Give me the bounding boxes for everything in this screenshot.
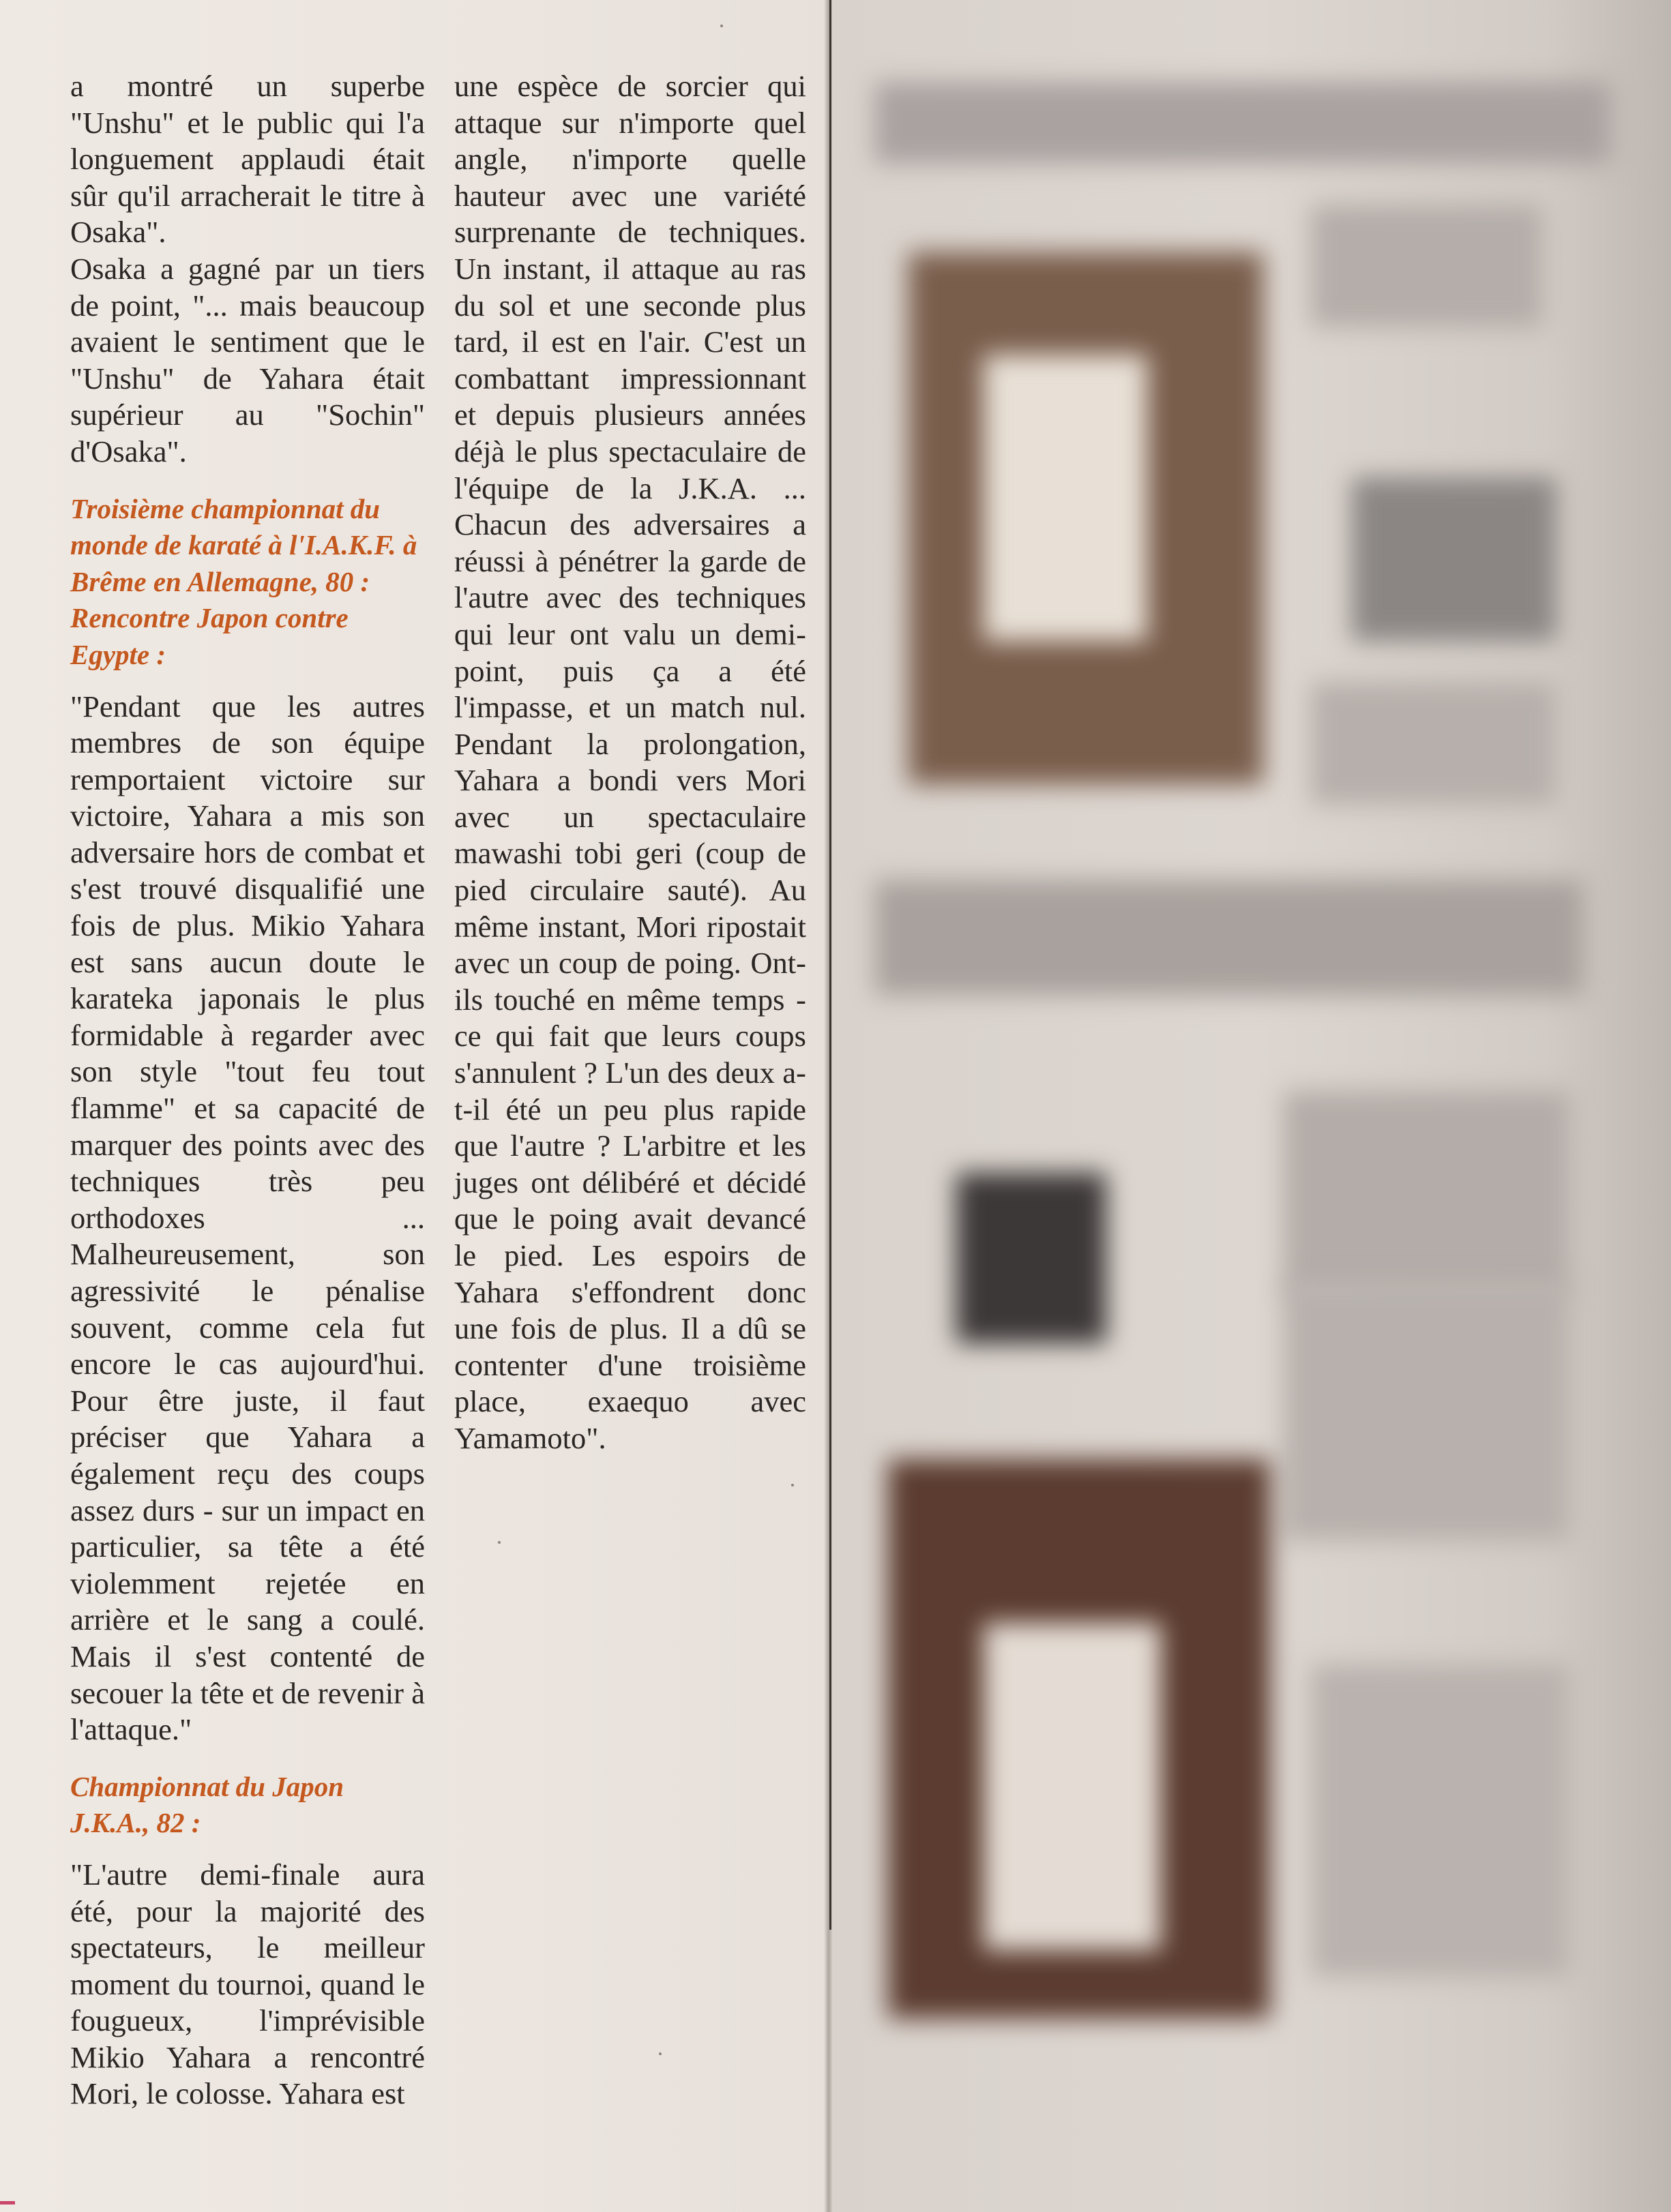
paper-speck (791, 1484, 794, 1486)
article-page (0, 0, 829, 2212)
right-text-column (454, 0, 806, 1457)
paper-speck (498, 1541, 501, 1544)
blurred-photo-highlight (984, 1623, 1161, 1950)
blurred-text-band (874, 880, 1584, 996)
paragraph-continuation: une espèce de sorcier qui attaque sur n'importe quel angle, n'importe quelle hauteur avec une variété surprenante de techniques. Un instant, il attaque au ras du sol et une seconde plus tard, il est en l'air. C'est un combattant impressionnant et depuis plusieurs années déjà le plus spectaculaire de l'équipe de la J.K.A. ... Chacun des adversaires a réussi à pénétrer la garde de l'autre avec des techniques qui leur ont valu un demi-point, puis ça a été l'impasse, et un match nul. Pendant la prolongation, Yahara a bondi vers Mori avec un spectaculaire mawashi tobi geri (coup de pied circulaire sauté). Au même instant, Mori ripostait avec un coup de poing. Ont-ils touché en même temps - ce qui fait que leurs coups s'annulent ? L'un des deux a-t-il été un peu plus rapide que l'autre ? L'arbitre et les juges ont délibéré et décidé que le poing avait devancé le pied. Les espoirs de Yahara s'effondrent donc une fois de plus. Il a dû se contenter d'une troisième place, exaequo avec Yamamoto". (454, 69, 806, 1455)
section-heading-japon: Championnat du Japon J.K.A., 82 : (70, 1770, 344, 1839)
page-fold-shadow (824, 0, 833, 2212)
left-text-column (70, 0, 425, 2112)
blurred-facing-page (833, 0, 1671, 2212)
blurred-text-block (1284, 1282, 1570, 1541)
edge-color-mark (0, 2201, 15, 2204)
blurred-text-block (1311, 1664, 1570, 1977)
blurred-small-photo (956, 1173, 1106, 1343)
paper-speck (720, 25, 723, 27)
paragraph-intro: a montré un superbe "Unshu" et le public qui l'a longuement applaudi était sûr qu'il arracherait le titre à Osaka". (70, 69, 425, 250)
blurred-text-block (1311, 205, 1543, 327)
blurred-photo-highlight (984, 355, 1147, 641)
section-heading-breme: Troisième championnat du monde de karaté à l'I.A.K.F. à Brême en Allemagne, 80 : Rencontre Japon contre Egypte : (70, 492, 417, 670)
paragraph-osaka: Osaka a gagné par un tiers de point, "... mais beaucoup avaient le sentiment que le "Unshu" de Yahara était supérieur au "Sochin" d'Osaka". (70, 251, 425, 468)
blurred-portrait (1352, 477, 1556, 641)
blurred-text-block (1311, 682, 1556, 805)
paper-speck (659, 2052, 662, 2055)
paragraph-breme-quote: "Pendant que les autres membres de son équipe remportaient victoire sur victoire, Yahara a mis son adversaire hors de combat et s'est trouvé disqualifié une fois de plus. Mikio Yahara est sans aucun doute le karateka japonais le plus formidable à regarder avec son style "tout feu tout flamme" et sa capacité de marquer des points avec des techniques très peu orthodoxes ... Malheureusement, son agressivité le pénalise souvent, comme cela fut encore le cas aujourd'hui. Pour être juste, il faut préciser que Yahara a également reçu des coups assez durs - sur un impact en particulier, sa tête a été violemment rejetée en arrière et le sang a coulé. Mais il s'est contenté de secouer la tête et de revenir à l'attaque." (70, 689, 425, 1747)
blurred-headline (874, 82, 1611, 164)
blurred-text-block (1284, 1091, 1570, 1296)
paragraph-japon-quote: "L'autre demi-finale aura été, pour la majorité des spectateurs, le meilleur moment du tournoi, quand le fougueux, l'imprévisible Mikio Yahara a rencontré Mori, le colosse. Yahara est (70, 1857, 425, 2111)
